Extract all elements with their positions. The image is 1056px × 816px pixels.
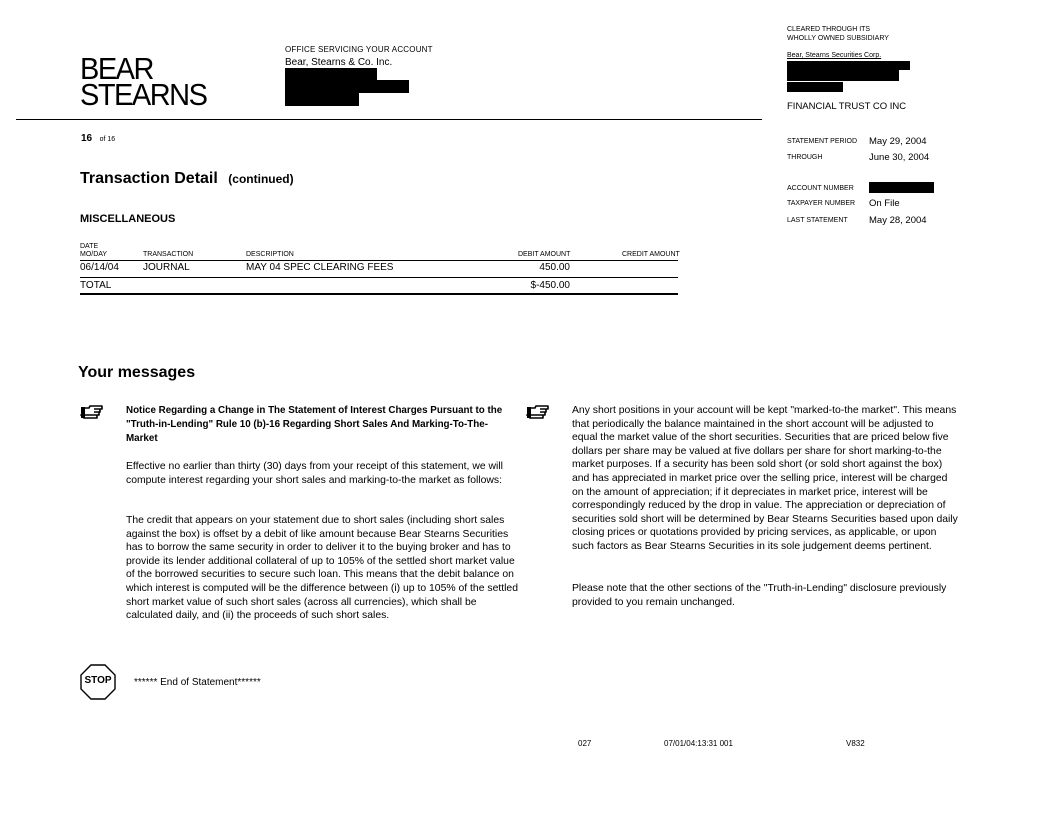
page-number: 16 bbox=[81, 133, 93, 144]
table-header-rule bbox=[80, 260, 678, 261]
section-title bbox=[80, 170, 294, 188]
left-paragraph-1: Effective no earlier than thirty (30) days from your receipt of this statement, we will compute interest regarding your short sales and marking-to-the market as follows: bbox=[126, 461, 503, 486]
through-label: THROUGH bbox=[787, 154, 823, 161]
messages-heading: Your messages bbox=[78, 364, 196, 381]
redacted-block bbox=[285, 68, 377, 80]
cleared-name: Bear, Stearns Securities Corp. bbox=[787, 52, 882, 59]
col-description: DESCRIPTION bbox=[246, 251, 294, 258]
col-credit: CREDIT AMOUNT bbox=[622, 251, 680, 258]
table-total-rule bbox=[80, 293, 678, 295]
footer-code-2: 07/01/04:13:31 001 bbox=[664, 739, 733, 748]
statement-period-label: STATEMENT PERIOD bbox=[787, 138, 858, 145]
logo-line-2: STEARNS bbox=[80, 78, 207, 113]
last-statement-value: May 28, 2004 bbox=[869, 215, 927, 226]
client-name: FINANCIAL TRUST CO INC bbox=[787, 101, 907, 112]
office-name: Bear, Stearns & Co. Inc. bbox=[285, 57, 393, 68]
stop-label: STOP bbox=[84, 675, 112, 686]
page-indicator bbox=[81, 128, 115, 146]
row-transaction: JOURNAL bbox=[143, 262, 190, 273]
office-label: OFFICE SERVICING YOUR ACCOUNT bbox=[285, 45, 433, 54]
redacted-block bbox=[787, 82, 843, 92]
account-number-label: ACCOUNT NUMBER bbox=[787, 185, 854, 192]
pointing-hand-icon bbox=[80, 404, 104, 420]
account-number-redacted bbox=[869, 182, 934, 193]
section-title-continued: (continued) bbox=[228, 172, 294, 186]
total-label: TOTAL bbox=[80, 280, 112, 291]
last-statement-label: LAST STATEMENT bbox=[787, 217, 848, 224]
left-paragraph-2: The credit that appears on your statement due to short sales (including short sales against the box) is offset by a debit of like amount because Bear Stearns Securities has to borrow the same security in order to deliver it to the buying broker and has to provide its lender additional collateral of up to 105% of the settled short market value of the borrowed securities to secure such loan. This means that the debit balance on which interest is computed will be the difference between (i) up to 105% of the settled short market value of such short sales (across all currencies), which shall be calculated daily, and (ii) the proceeds of such short sales. bbox=[126, 515, 518, 622]
stop-sign-icon bbox=[80, 664, 116, 700]
total-debit: $-450.00 bbox=[530, 280, 570, 291]
logo-line-1: BEAR bbox=[80, 52, 153, 87]
statement-period-value: May 29, 2004 bbox=[869, 136, 927, 147]
col-transaction: TRANSACTION bbox=[143, 251, 194, 258]
row-date: 06/14/04 bbox=[80, 262, 119, 273]
footer-code-3: V832 bbox=[846, 739, 865, 748]
cleared-line-2: WHOLLY OWNED SUBSIDIARY bbox=[787, 35, 889, 42]
section-title-text: Transaction Detail bbox=[80, 170, 218, 187]
header-divider bbox=[16, 119, 762, 120]
redacted-block bbox=[787, 61, 910, 70]
end-of-statement: ****** End of Statement****** bbox=[134, 677, 261, 688]
cleared-line-1: CLEARED THROUGH ITS bbox=[787, 26, 871, 33]
taxpayer-value: On File bbox=[869, 198, 900, 209]
table-row bbox=[80, 262, 678, 276]
row-debit: 450.00 bbox=[539, 262, 570, 273]
footer-code-1: 027 bbox=[578, 739, 592, 748]
through-value: June 30, 2004 bbox=[869, 152, 930, 163]
page-of: of 16 bbox=[99, 136, 116, 143]
taxpayer-label: TAXPAYER NUMBER bbox=[787, 200, 856, 207]
table-total-row bbox=[80, 280, 678, 294]
col-date: MO/DAY bbox=[80, 251, 108, 258]
col-date-top: DATE bbox=[80, 243, 99, 250]
bear-stearns-logo bbox=[80, 52, 207, 113]
pointing-hand-icon bbox=[526, 404, 550, 420]
row-description: MAY 04 SPEC CLEARING FEES bbox=[246, 262, 394, 273]
notice-title: Notice Regarding a Change in The Statement of Interest Charges Pursuant to the "Truth-in-Lending" Rule 10 (b)-16 Regarding Short Sales And Marking-To-The-Market bbox=[126, 405, 503, 444]
table-row-rule bbox=[80, 277, 678, 278]
redacted-block bbox=[285, 80, 409, 93]
right-paragraph-2: Please note that the other sections of the "Truth-in-Lending" disclosure previously provided to you remain unchanged. bbox=[572, 583, 947, 608]
section-subtitle: MISCELLANEOUS bbox=[80, 213, 176, 225]
redacted-block bbox=[285, 93, 359, 106]
right-paragraph-1: Any short positions in your account will be kept "marked-to-the market". This means that periodically the balance maintained in the short account will be adjusted to equal the market value of the short securities. Securities that are priced below five dollars per share may be valued at five dollars per share for short marking-to-the market purposes. If a security has been sold short (or sold short against the box) and has appreciated in market price over the selling price, interest will be charged on the amount of appreciation; if it depreciates in market price, interest will be correspondingly reduced by the drop in value. The appreciation or depreciation of securities sold short will be determined by Bear Stearns Securities based upon daily closing prices or quotations provided by pricing services, as applicable, or upon such factors as Bear Stearns Securities in its sole judgement deems pertinent. bbox=[572, 405, 958, 552]
redacted-block bbox=[787, 70, 899, 81]
col-debit: DEBIT AMOUNT bbox=[518, 251, 571, 258]
